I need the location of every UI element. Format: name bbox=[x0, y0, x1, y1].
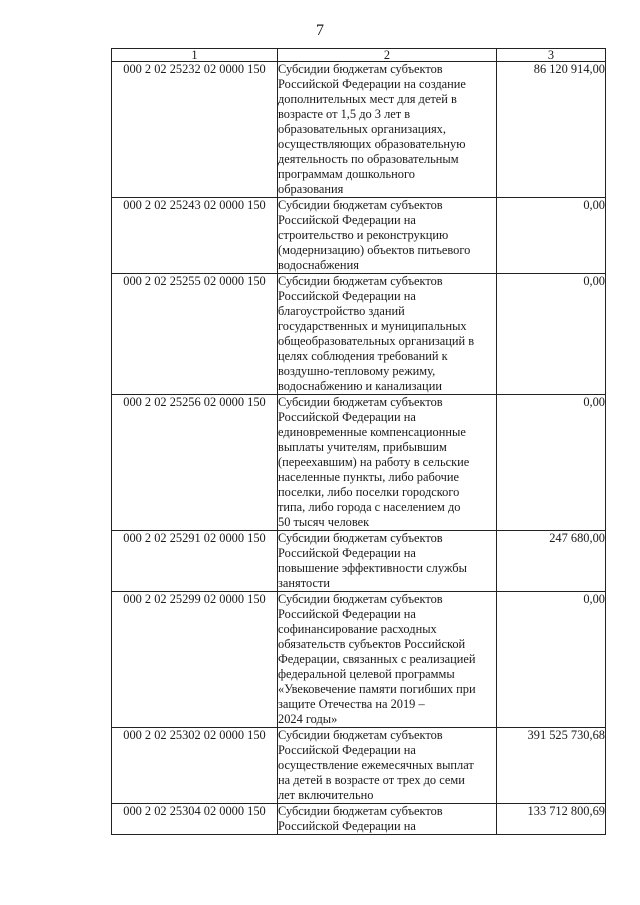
amount-cell: 86 120 914,00 bbox=[497, 62, 606, 198]
description-line: единовременные компенсационные bbox=[278, 425, 466, 439]
table-row bbox=[112, 62, 606, 198]
table-row bbox=[112, 728, 606, 804]
description-line: благоустройство зданий bbox=[278, 304, 405, 318]
description-line: Субсидии бюджетам субъектов bbox=[278, 531, 443, 545]
description-line: деятельность по образовательным bbox=[278, 152, 459, 166]
description-line: Субсидии бюджетам субъектов bbox=[278, 395, 443, 409]
description-line: защите Отечества на 2019 – bbox=[278, 697, 425, 711]
description-line: 50 тысяч человек bbox=[278, 515, 370, 529]
description-cell bbox=[278, 274, 497, 395]
description-line: населенные пункты, либо рабочие bbox=[278, 470, 460, 484]
description-line: Субсидии бюджетам субъектов bbox=[278, 592, 443, 606]
description-line: (модернизацию) объектов питьевого bbox=[278, 243, 471, 257]
description-line: на детей в возрасте от трех до семи bbox=[278, 773, 465, 787]
description-line: Субсидии бюджетам субъектов bbox=[278, 198, 443, 212]
table-row bbox=[112, 395, 606, 531]
budget-code-cell: 000 2 02 25291 02 0000 150 bbox=[112, 531, 278, 592]
budget-code-cell: 000 2 02 25302 02 0000 150 bbox=[112, 728, 278, 804]
table-header-row bbox=[112, 49, 606, 62]
description-line: Российской Федерации на bbox=[278, 819, 416, 833]
table-row bbox=[112, 592, 606, 728]
description-line: лет включительно bbox=[278, 788, 374, 802]
amount-cell: 0,00 bbox=[497, 198, 606, 274]
description-line: Федерации, связанных с реализацией bbox=[278, 652, 476, 666]
description-line: целях соблюдения требований к bbox=[278, 349, 448, 363]
description-line: софинансирование расходных bbox=[278, 622, 437, 636]
budget-code-cell: 000 2 02 25299 02 0000 150 bbox=[112, 592, 278, 728]
description-line: повышение эффективности службы bbox=[278, 561, 467, 575]
description-line: занятости bbox=[278, 576, 331, 590]
column-header-code: 1 bbox=[112, 49, 278, 62]
description-cell bbox=[278, 804, 497, 835]
table-row bbox=[112, 804, 606, 835]
budget-code-cell: 000 2 02 25256 02 0000 150 bbox=[112, 395, 278, 531]
page-number: 7 bbox=[316, 22, 324, 39]
budget-revenue-table bbox=[111, 48, 606, 835]
description-line: Российской Федерации на создание bbox=[278, 77, 466, 91]
description-line: государственных и муниципальных bbox=[278, 319, 467, 333]
description-line: Субсидии бюджетам субъектов bbox=[278, 728, 443, 742]
amount-cell: 133 712 800,69 bbox=[497, 804, 606, 835]
budget-code-cell: 000 2 02 25243 02 0000 150 bbox=[112, 198, 278, 274]
description-line: Субсидии бюджетам субъектов bbox=[278, 804, 443, 818]
column-header-description: 2 bbox=[278, 49, 497, 62]
description-cell bbox=[278, 395, 497, 531]
column-header-amount: 3 bbox=[497, 49, 606, 62]
amount-cell: 0,00 bbox=[497, 592, 606, 728]
description-line: Субсидии бюджетам субъектов bbox=[278, 62, 443, 76]
description-cell bbox=[278, 728, 497, 804]
description-cell bbox=[278, 592, 497, 728]
description-line: Российской Федерации на bbox=[278, 289, 416, 303]
description-line: поселки, либо поселки городского bbox=[278, 485, 460, 499]
description-line: строительство и реконструкцию bbox=[278, 228, 449, 242]
description-line: Российской Федерации на bbox=[278, 546, 416, 560]
budget-code-cell: 000 2 02 25304 02 0000 150 bbox=[112, 804, 278, 835]
amount-cell: 0,00 bbox=[497, 395, 606, 531]
budget-code-cell: 000 2 02 25232 02 0000 150 bbox=[112, 62, 278, 198]
description-line: общеобразовательных организаций в bbox=[278, 334, 475, 348]
description-line: Российской Федерации на bbox=[278, 743, 416, 757]
description-line: Российской Федерации на bbox=[278, 213, 416, 227]
description-line: осуществление ежемесячных выплат bbox=[278, 758, 474, 772]
description-line: федеральной целевой программы bbox=[278, 667, 455, 681]
description-cell bbox=[278, 198, 497, 274]
description-line: 2024 годы» bbox=[278, 712, 338, 726]
description-line: Субсидии бюджетам субъектов bbox=[278, 274, 443, 288]
description-line: обязательств субъектов Российской bbox=[278, 637, 466, 651]
description-line: типа, либо города с населением до bbox=[278, 500, 461, 514]
description-line: возрасте от 1,5 до 3 лет в bbox=[278, 107, 411, 121]
description-line: водоснабжению и канализации bbox=[278, 379, 442, 393]
description-line: Российской Федерации на bbox=[278, 607, 416, 621]
amount-cell: 0,00 bbox=[497, 274, 606, 395]
description-line: Российской Федерации на bbox=[278, 410, 416, 424]
description-cell bbox=[278, 531, 497, 592]
description-line: водоснабжения bbox=[278, 258, 359, 272]
table-row bbox=[112, 531, 606, 592]
table-row bbox=[112, 198, 606, 274]
description-line: воздушно-тепловому режиму, bbox=[278, 364, 436, 378]
description-line: образования bbox=[278, 182, 344, 196]
table-row bbox=[112, 274, 606, 395]
description-line: выплаты учителям, прибывшим bbox=[278, 440, 447, 454]
description-line: осуществляющих образовательную bbox=[278, 137, 466, 151]
description-line: «Увековечение памяти погибших при bbox=[278, 682, 476, 696]
budget-code-cell: 000 2 02 25255 02 0000 150 bbox=[112, 274, 278, 395]
description-line: программам дошкольного bbox=[278, 167, 415, 181]
description-line: (переехавшим) на работу в сельские bbox=[278, 455, 470, 469]
description-line: образовательных организациях, bbox=[278, 122, 446, 136]
amount-cell: 247 680,00 bbox=[497, 531, 606, 592]
table-body bbox=[112, 62, 606, 835]
description-line: дополнительных мест для детей в bbox=[278, 92, 457, 106]
description-cell bbox=[278, 62, 497, 198]
amount-cell: 391 525 730,68 bbox=[497, 728, 606, 804]
